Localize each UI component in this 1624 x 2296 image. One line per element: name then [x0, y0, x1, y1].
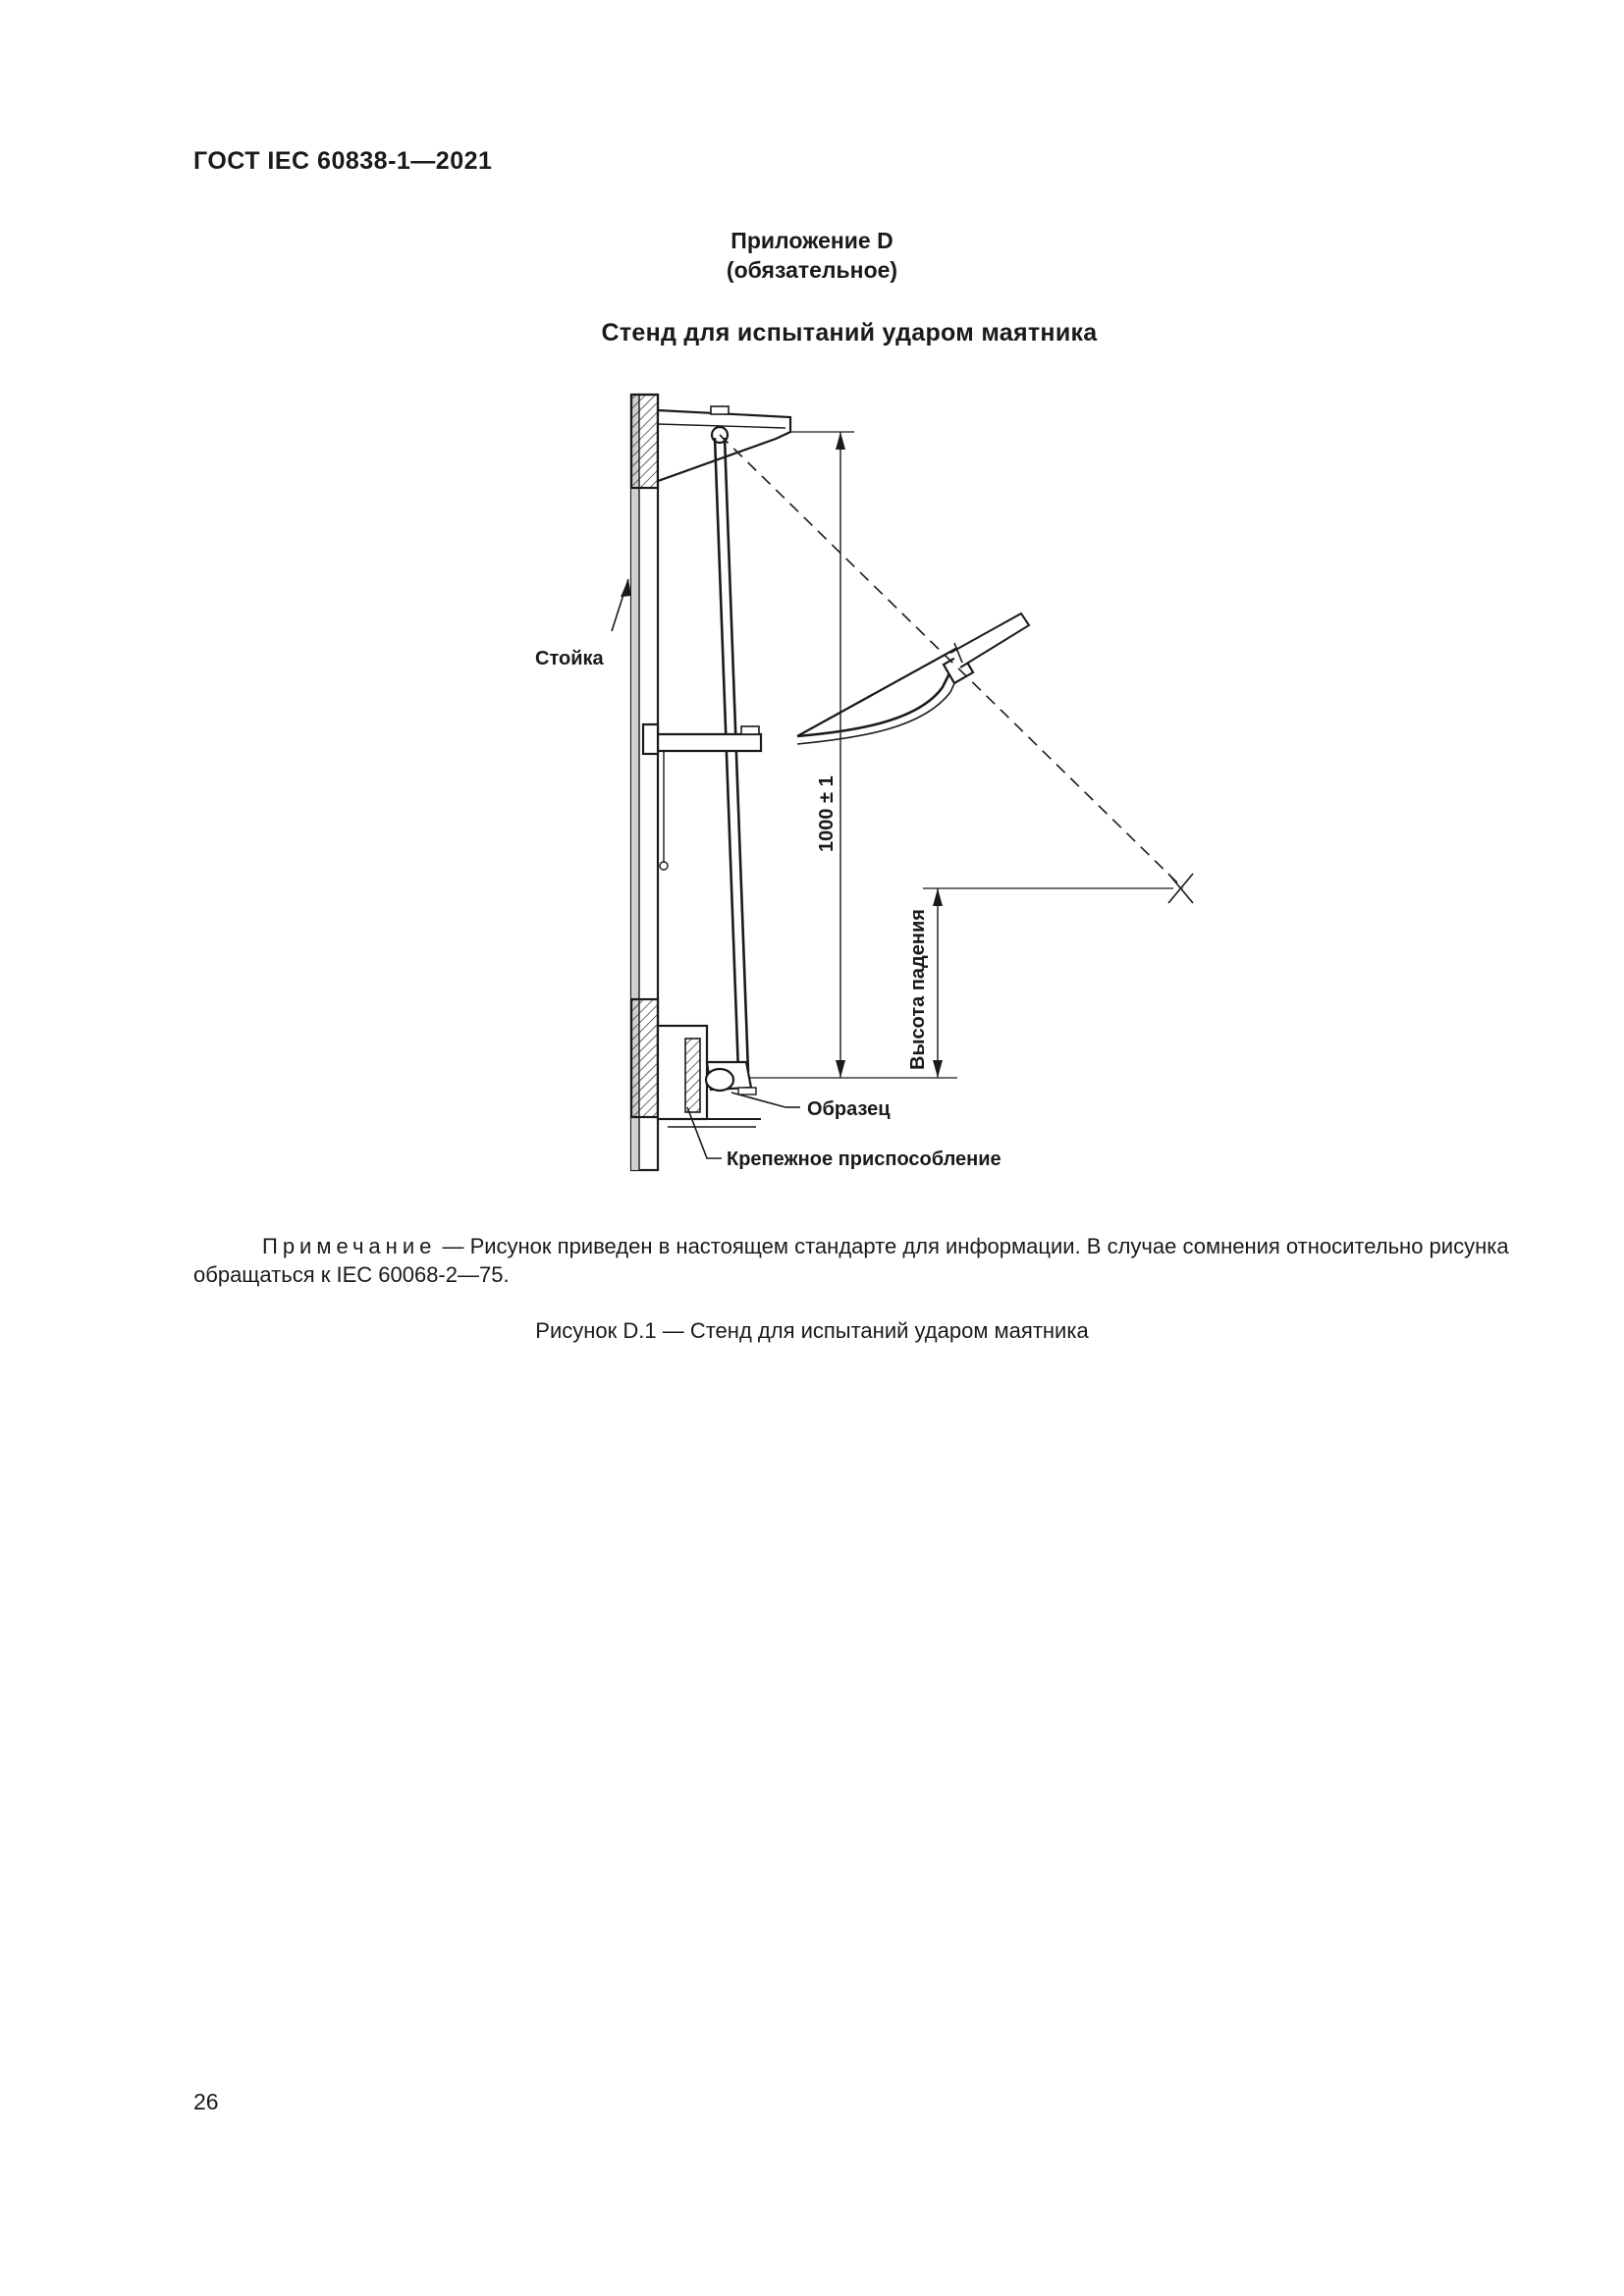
figure-heading: Стенд для испытаний ударом маятника: [601, 319, 1098, 347]
label-specimen: Образец: [807, 1098, 891, 1120]
specimen-contact: [706, 1069, 733, 1091]
appendix-status: (обязательное): [726, 257, 898, 283]
pendulum-rod-right: [725, 438, 748, 1072]
raised-pendulum-guide: [797, 658, 957, 736]
label-dimension: 1000 ± 1: [816, 775, 838, 852]
pivot-bolt: [711, 406, 729, 414]
release-arm: [658, 734, 761, 751]
leader-specimen: [731, 1093, 785, 1107]
bottom-mount-plate: [631, 999, 658, 1117]
note-prefix: Примечание: [262, 1234, 437, 1258]
appendix-title: Приложение D: [731, 228, 893, 253]
label-fixture: Крепежное приспособление: [727, 1148, 1001, 1170]
note-text: — Рисунок приведен в настоящем стандарте для информации. В случае сомнения относительно рисунка обращаться к IEC 60068-2—75.: [193, 1234, 1509, 1287]
figure-note: [193, 1232, 1534, 1289]
arm-clamp: [643, 724, 658, 754]
label-drop-height: Высота падения: [907, 909, 929, 1070]
figure-caption: Рисунок D.1 — Стенд для испытаний ударом маятника: [535, 1318, 1089, 1343]
pendulum-rod-left: [715, 438, 738, 1072]
label-post: Стойка: [535, 648, 604, 669]
top-mount-plate: [631, 395, 658, 488]
swing-path-line: [720, 435, 1183, 888]
page-number: 26: [193, 2089, 219, 2114]
document-header: ГОСТ IEC 60838-1—2021: [193, 147, 493, 175]
